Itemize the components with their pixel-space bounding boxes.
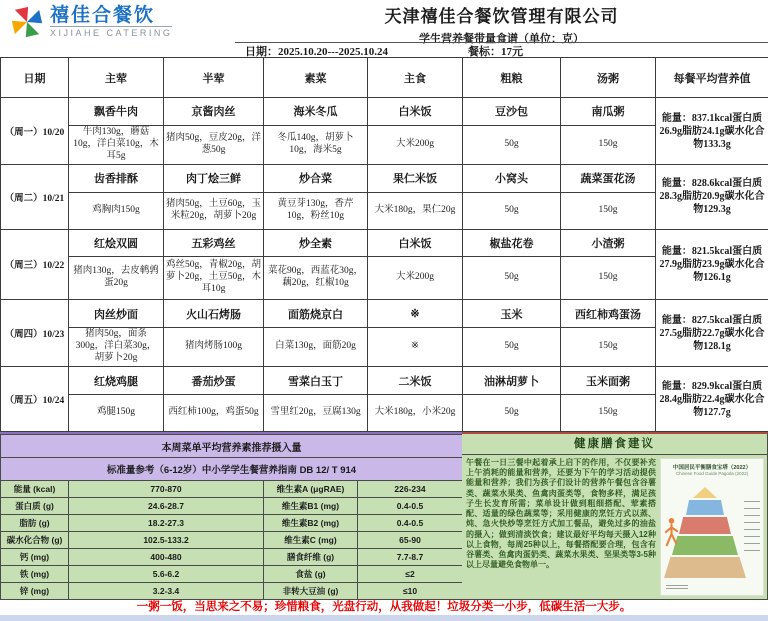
nutrition-cell: 能量：828.6kcal蛋白质28.3g脂肪20.9g碳水化合物129.3g	[656, 165, 768, 229]
date-cell: （周五）10/24	[1, 367, 69, 432]
day-detail-row-thursday	[1, 327, 768, 367]
menu-table	[0, 57, 768, 432]
dish-name: 肉丁烩三鲜	[164, 165, 264, 193]
dish-name: 炒全素	[264, 229, 368, 257]
dish-detail: 大米200g	[368, 257, 463, 300]
advice-text: 午餐在一日三餐中起着承上启下的作用，不仅要补充上午消耗的能量和营养，还要为下午的学习活动提供能量和营养；我们为孩子们设计的营养午餐包含谷薯类、蔬菜水果类、鱼禽肉蛋类等，食物多样，满足孩子生长发育所需；菜单设计做到粗细搭配、荤素搭配、适量的绿色蔬菜等；采用健康的烹饪方式以蒸、炖、急火快炒等烹饪方式加工餐品，避免过多的油盐的摄入；做到清淡饮食；建议最好平均每天摄入12种以上食物，每周25种以上，每餐搭配要合理，包含有谷薯类、鱼禽肉蛋奶类、蔬菜水果类、坚果类等3-5种以上尽量避免食物单一。	[466, 458, 656, 570]
dish-name: 肉丝炒面	[69, 300, 164, 328]
logo-text	[50, 6, 172, 39]
day-detail-row-friday	[1, 395, 768, 432]
pyramid-tier-grains	[664, 557, 746, 578]
document-header	[0, 0, 768, 57]
poster-caption-lines	[744, 495, 760, 557]
dish-name: 齿香排酥	[69, 165, 164, 193]
col-header-vegetable: 素菜	[264, 58, 368, 98]
dish-name: 小窝头	[463, 165, 561, 193]
dish-name: 二米饭	[368, 367, 463, 395]
nutrition-summary-table	[0, 434, 463, 600]
dish-detail: 猪肉烤肠100g	[164, 327, 264, 367]
nutrition-cell: 能量：829.9kcal蛋白质28.4g脂肪22.4g碳水化合物127.7g	[656, 367, 768, 432]
nutrient-label: 锌 (mg)	[1, 583, 69, 600]
nutrient-value: 226-234	[358, 481, 463, 498]
date-cell: （周二）10/21	[1, 165, 69, 229]
dish-detail: 猪肉50g，面条300g，洋白菜30g，胡萝卜20g	[69, 327, 164, 367]
dish-detail: 鸡胸肉150g	[69, 192, 164, 229]
day-row-wednesday	[1, 229, 768, 257]
col-header-soup: 汤粥	[561, 58, 656, 98]
dish-detail: 150g	[561, 327, 656, 367]
nutrient-value: 400-480	[69, 549, 264, 566]
dish-detail: 猪肉50g，豆皮20g，洋葱50g	[164, 125, 264, 165]
nutrient-value: 770-870	[69, 481, 264, 498]
nutrient-label: 维生素B2 (mg)	[264, 515, 358, 532]
dish-detail: 50g	[463, 192, 561, 229]
nutrient-value: 7.7-8.7	[358, 549, 463, 566]
dish-detail: 雪里红20g，豆腐130g	[264, 395, 368, 432]
day-detail-row-monday	[1, 125, 768, 165]
nutrient-value: ≤2	[358, 566, 463, 583]
nutrition-summary	[0, 432, 462, 600]
dish-name: 蔬菜蛋花汤	[561, 165, 656, 193]
logo-name: 禧佳合餐饮	[50, 6, 172, 28]
menu-table-wrap	[0, 57, 768, 432]
dish-name: 玉米	[463, 300, 561, 328]
advice-title: 健康膳食建议	[462, 434, 767, 455]
dish-detail: 大米180g，果仁20g	[368, 192, 463, 229]
dish-name: 炒合菜	[264, 165, 368, 193]
nutrient-value: 0.4-0.5	[358, 515, 463, 532]
nutrient-row	[1, 481, 463, 498]
col-header-date: 日期	[1, 58, 69, 98]
dish-name: ※	[368, 300, 463, 328]
nutrient-label: 铁 (mg)	[1, 566, 69, 583]
dish-name: 五彩鸡丝	[164, 229, 264, 257]
dish-name: 豆沙包	[463, 98, 561, 126]
nutrient-label: 维生素C (mg)	[264, 532, 358, 549]
food-saving-motto: 一粥一饭，当思来之不易；珍惜粮食，光盘行动，从我做起！垃圾分类一小步，低碳生活一大步。	[136, 601, 632, 613]
date-row	[0, 43, 768, 57]
nutrient-row	[1, 583, 463, 600]
nutrient-label: 钙 (mg)	[1, 549, 69, 566]
dish-name: 红烩双圆	[69, 229, 164, 257]
poster-title: 中国居民平衡膳食宝塔（2022）	[672, 465, 752, 471]
health-advice-panel	[462, 432, 768, 600]
nutrient-label: 维生素A (μgRAE)	[264, 481, 358, 498]
date-range: 日期：2025.10.20---2025.10.24	[245, 46, 388, 58]
pyramid-tier-oil-salt	[693, 487, 717, 498]
nutrient-value: ≤10	[358, 583, 463, 600]
date-cell: （周一）10/20	[1, 98, 69, 165]
nutrient-value: 5.6-6.2	[69, 566, 264, 583]
nutrient-label: 能量 (kcal)	[1, 481, 69, 498]
footer-strip	[0, 615, 768, 621]
nutrient-label: 脂肪 (g)	[1, 515, 69, 532]
header-titles	[235, 2, 768, 46]
pyramid-tier-vegetables	[672, 536, 738, 555]
summary-title-row	[1, 435, 463, 458]
day-detail-row-wednesday	[1, 257, 768, 300]
nutrient-value: 18.2-27.3	[69, 515, 264, 532]
dish-detail: 冬瓜140g，胡萝卜10g，海米5g	[264, 125, 368, 165]
dish-name: 红烧鸡腿	[69, 367, 164, 395]
dish-name: 油淋胡萝卜	[463, 367, 561, 395]
dish-detail: ※	[368, 327, 463, 367]
pyramid-tier-dairy	[686, 500, 724, 515]
nutrient-value: 24.6-28.7	[69, 498, 264, 515]
nutrition-cell: 能量：821.5kcal蛋白质27.9g脂肪23.9g碳水化合物126.1g	[656, 229, 768, 300]
nutrient-value: 102.5-133.2	[69, 532, 264, 549]
dish-detail: 大米200g	[368, 125, 463, 165]
day-row-friday	[1, 367, 768, 395]
dish-detail: 菜花90g，西蓝花30g，藕20g，红椒10g	[264, 257, 368, 300]
dish-name: 果仁米饭	[368, 165, 463, 193]
bottom-section	[0, 432, 768, 600]
nutrient-row	[1, 515, 463, 532]
col-header-main-meat: 主荤	[69, 58, 164, 98]
dish-name: 海米冬瓜	[264, 98, 368, 126]
col-header-half-meat: 半荤	[164, 58, 264, 98]
day-detail-row-tuesday	[1, 192, 768, 229]
dish-detail: 150g	[561, 395, 656, 432]
dish-name: 火山石烤肠	[164, 300, 264, 328]
dish-name: 西红柿鸡蛋汤	[561, 300, 656, 328]
walking-person-icon	[664, 517, 679, 554]
dish-detail: 牛肉130g，蘑菇10g，洋白菜10g，木耳5g	[69, 125, 164, 165]
dish-detail: 大米180g，小米20g	[368, 395, 463, 432]
nutrient-value: 0.4-0.5	[358, 498, 463, 515]
col-header-coarse-grain: 粗粮	[463, 58, 561, 98]
day-row-thursday	[1, 300, 768, 328]
col-header-nutrition: 每餐平均营养值	[656, 58, 768, 98]
dish-name: 番茄炒蛋	[164, 367, 264, 395]
advice-body	[462, 455, 767, 599]
meal-price: 餐标：17元	[468, 46, 523, 58]
dish-detail: 50g	[463, 327, 561, 367]
day-row-tuesday	[1, 165, 768, 193]
nutrient-label: 食盐 (g)	[264, 566, 358, 583]
poster-subtitle: Chinese Food Guide Pagoda (2022)	[675, 471, 749, 476]
dish-name: 面筋烧京白	[264, 300, 368, 328]
dish-name: 京酱肉丝	[164, 98, 264, 126]
dish-name: 玉米面粥	[561, 367, 656, 395]
dish-name: 南瓜粥	[561, 98, 656, 126]
nutrient-label: 蛋白质 (g)	[1, 498, 69, 515]
column-header-row	[1, 58, 768, 98]
poster-footnote-lines	[666, 583, 688, 591]
dish-detail: 50g	[463, 257, 561, 300]
dish-detail: 150g	[561, 257, 656, 300]
nutrient-label: 膳食纤维 (g)	[264, 549, 358, 566]
nutrient-label: 维生素B1 (mg)	[264, 498, 358, 515]
summary-subtitle-row	[1, 458, 463, 481]
dish-name: 椒盐花卷	[463, 229, 561, 257]
nutrient-row	[1, 566, 463, 583]
logo-subtitle: XIJIAHE CATERING	[50, 28, 173, 39]
food-pagoda-poster	[660, 458, 764, 596]
dish-name: 白米饭	[368, 229, 463, 257]
pyramid-tier-meat	[679, 517, 731, 534]
nutrient-value: 3.2-3.4	[69, 583, 264, 600]
dish-detail: 黄豆芽130g，香芹10g，粉丝10g	[264, 192, 368, 229]
dish-detail: 猪肉130g，去皮鹌鹑蛋20g	[69, 257, 164, 300]
dish-name: 雪菜白玉丁	[264, 367, 368, 395]
nutrient-row	[1, 549, 463, 566]
dish-name: 白米饭	[368, 98, 463, 126]
day-row-monday	[1, 98, 768, 126]
company-title: 天津禧佳合餐饮管理有限公司	[384, 7, 619, 26]
dish-detail: 50g	[463, 125, 561, 165]
nutrient-label: 非转大豆油 (g)	[264, 583, 358, 600]
dish-detail: 鸡腿150g	[69, 395, 164, 432]
doc-subtitle: 学生营养餐带量食谱（单位：克）	[419, 33, 584, 45]
nutrient-row	[1, 498, 463, 515]
dish-name: 飘香牛肉	[69, 98, 164, 126]
summary-subtitle: 标准量参考（6-12岁）中小学学生餐营养指南 DB 12/ T 914	[1, 458, 463, 481]
dish-detail: 50g	[463, 395, 561, 432]
dish-name: 小渣粥	[561, 229, 656, 257]
dish-detail: 150g	[561, 125, 656, 165]
nutrition-cell: 能量：827.5kcal蛋白质27.5g脂肪22.7g碳水化合物128.1g	[656, 300, 768, 367]
company-logo	[10, 5, 172, 39]
pinwheel-logo-icon	[10, 5, 44, 39]
nutrient-value: 65-90	[358, 532, 463, 549]
nutrient-label: 碳水化合物 (g)	[1, 532, 69, 549]
date-cell: （周三）10/22	[1, 229, 69, 300]
summary-title: 本周菜单平均营养素推荐摄入量	[1, 435, 463, 458]
dish-detail: 西红柿100g，鸡蛋50g	[164, 395, 264, 432]
nutrition-cell: 能量：837.1kcal蛋白质26.9g脂肪24.1g碳水化合物133.3g	[656, 98, 768, 165]
dish-detail: 鸡丝50g，青椒20g，胡萝卜20g，土豆50g，木耳10g	[164, 257, 264, 300]
date-cell: （周四）10/23	[1, 300, 69, 367]
nutrient-row	[1, 532, 463, 549]
col-header-staple: 主食	[368, 58, 463, 98]
dish-detail: 150g	[561, 192, 656, 229]
dish-detail: 猪肉50g，土豆60g，玉米粒20g，胡萝卜20g	[164, 192, 264, 229]
dish-detail: 白菜130g，面筋20g	[264, 327, 368, 367]
